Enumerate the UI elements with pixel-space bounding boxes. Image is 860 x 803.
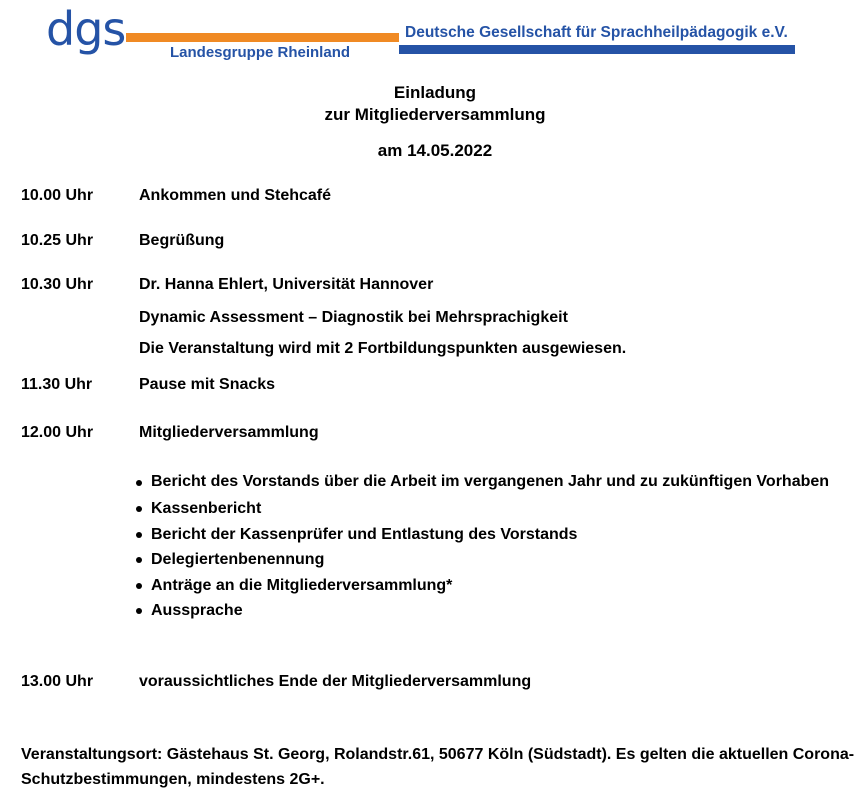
agenda-description: voraussichtliches Ende der Mitgliederversammlung xyxy=(139,673,532,690)
agenda-time: 10.25 Uhr xyxy=(21,232,94,249)
orange-accent-bar xyxy=(126,33,399,42)
list-item: Anträge an die Mitgliederversammlung* xyxy=(135,573,835,599)
talk-credits: Die Veranstaltung wird mit 2 Fortbildungspunkten ausgewiesen. xyxy=(139,340,627,357)
letterhead xyxy=(0,0,860,70)
dgs-logo: dgs xyxy=(46,2,126,56)
event-date: am 14.05.2022 xyxy=(377,141,493,160)
agenda-row xyxy=(21,673,531,691)
agenda-description: Ankommen und Stehcafé xyxy=(139,187,332,204)
agenda-description: Begrüßung xyxy=(139,232,225,249)
agenda-time: 10.30 Uhr xyxy=(21,276,94,293)
agenda-description: Mitgliederversammlung xyxy=(139,424,319,441)
list-item: Aussprache xyxy=(135,598,835,624)
list-item: Bericht der Kassenprüfer und Entlastung des Vorstands xyxy=(135,522,835,548)
regional-group: Landesgruppe Rheinland xyxy=(170,44,351,61)
agenda-row xyxy=(21,232,224,250)
agenda-description: Pause mit Snacks xyxy=(139,376,276,393)
agenda-row xyxy=(21,376,275,394)
list-item: Delegiertenbenennung xyxy=(135,547,835,573)
agenda-row xyxy=(21,424,319,442)
title-line-2: zur Mitgliederversammlung xyxy=(324,105,546,124)
organization-name: Deutsche Gesellschaft für Sprachheilpädagogik e.V. xyxy=(405,24,788,41)
agenda-time: 11.30 Uhr xyxy=(21,376,93,393)
agenda-row xyxy=(21,276,433,294)
venue-info: Veranstaltungsort: Gästehaus St. Georg, Rolandstr.61, 50677 Köln (Südstadt). Es gelten die aktuellen Corona-Schutzbestimmungen, mindestens 2G+. xyxy=(21,746,855,788)
blue-accent-bar xyxy=(399,45,795,54)
list-item: Bericht des Vorstands über die Arbeit im vergangenen Jahr und zu zukünftigen Vorhaben xyxy=(135,471,835,496)
talk-title: Dynamic Assessment – Diagnostik bei Mehrsprachigkeit xyxy=(139,309,568,326)
meeting-agenda-list xyxy=(135,471,835,624)
agenda-time: 13.00 Uhr xyxy=(21,673,94,690)
agenda-time: 10.00 Uhr xyxy=(21,187,94,204)
agenda-time: 12.00 Uhr xyxy=(21,424,94,441)
agenda-row xyxy=(21,187,331,205)
title-line-1: Einladung xyxy=(393,83,477,102)
document-title xyxy=(0,82,860,162)
agenda-description: Dr. Hanna Ehlert, Universität Hannover xyxy=(139,276,434,293)
list-item: Kassenbericht xyxy=(135,496,835,522)
